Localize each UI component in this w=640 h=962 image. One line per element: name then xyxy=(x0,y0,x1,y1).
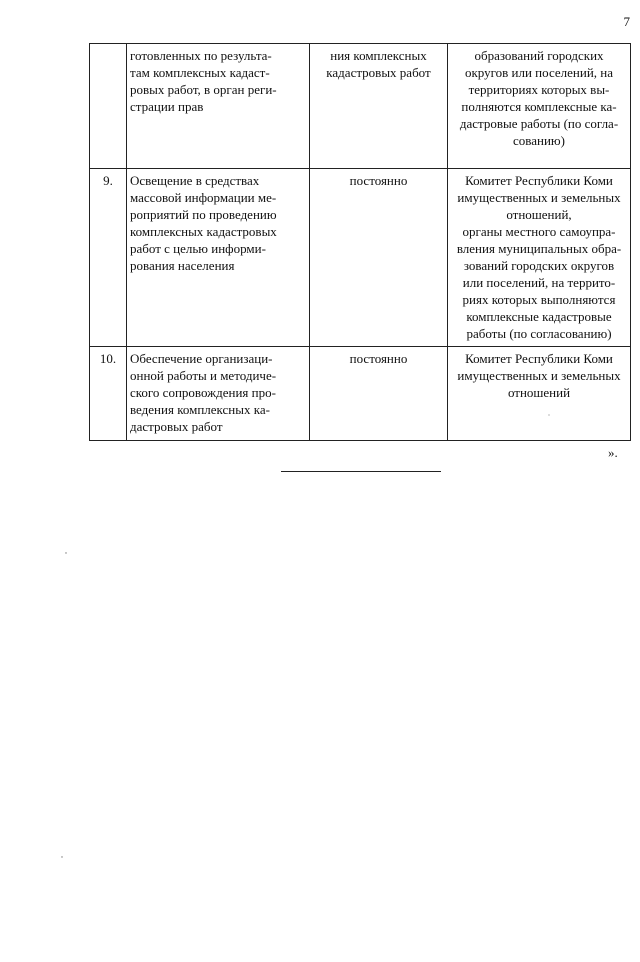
cell-line: Комитет Республики Коми xyxy=(465,351,613,366)
cell-line: отношений, xyxy=(506,207,572,222)
cell-line: массовой информации ме- xyxy=(130,190,277,205)
cell-line: Освещение в средствах xyxy=(130,173,260,188)
cell-line: дастровые работы (по согла- xyxy=(459,116,619,131)
cell-line: зований городских округов xyxy=(463,258,615,273)
closing-quote: ». xyxy=(608,445,618,460)
cell-line: работ с целью информи- xyxy=(130,241,266,256)
cell-line: там комплексных кадаст- xyxy=(130,65,270,80)
cell-line: готовленных по результа- xyxy=(130,48,272,63)
cell-line: рования населения xyxy=(130,258,235,273)
cell-line: ского сопровождения про- xyxy=(130,385,276,400)
cell-line: страции прав xyxy=(130,99,204,114)
cell-line: имущественных и земельных xyxy=(457,368,621,383)
cell-line: риях которых выполняются xyxy=(462,292,616,307)
cell-line: или поселений, на террито- xyxy=(462,275,616,290)
cell-line: округов или поселений, на xyxy=(464,65,614,80)
scan-speck xyxy=(61,856,62,857)
cell-line: вления муниципальных обра- xyxy=(456,241,622,256)
cell-line: постоянно xyxy=(349,351,408,366)
cell-line: ния комплексных xyxy=(330,48,427,63)
page-number: 7 xyxy=(623,14,630,29)
cell-line: имущественных и земельных xyxy=(457,190,621,205)
cell-line: постоянно xyxy=(349,173,408,188)
row-number-cell: 10. xyxy=(90,347,127,441)
cell-line: органы местного самоупра- xyxy=(462,224,616,239)
cell-line: образований городских xyxy=(474,48,604,63)
row-number-cell: 9. xyxy=(90,169,127,347)
cell-line: полняются комплексные ка- xyxy=(461,99,617,114)
scan-speck xyxy=(548,414,549,415)
cell-line: территориях которых вы- xyxy=(468,82,610,97)
cell-line: сованию) xyxy=(513,133,565,148)
cell-line: ровых работ, в орган реги- xyxy=(130,82,277,97)
cell-line: дастровых работ xyxy=(130,419,223,434)
cell-line: комплексных кадастровых xyxy=(130,224,277,239)
cell-line: работы (по согласованию) xyxy=(466,326,612,341)
cell-line: роприятий по проведению xyxy=(130,207,277,222)
cell-line: Обеспечение организаци- xyxy=(130,351,273,366)
cell-line: ведения комплексных ка- xyxy=(130,402,270,417)
cell-line: комплексные кадастровые xyxy=(466,309,612,324)
cell-line: Комитет Республики Коми xyxy=(465,173,613,188)
cell-line: отношений xyxy=(507,385,571,400)
cell-line: онной работы и методиче- xyxy=(130,368,277,383)
cell-line: кадастровых работ xyxy=(326,65,431,80)
scan-speck xyxy=(65,552,66,553)
